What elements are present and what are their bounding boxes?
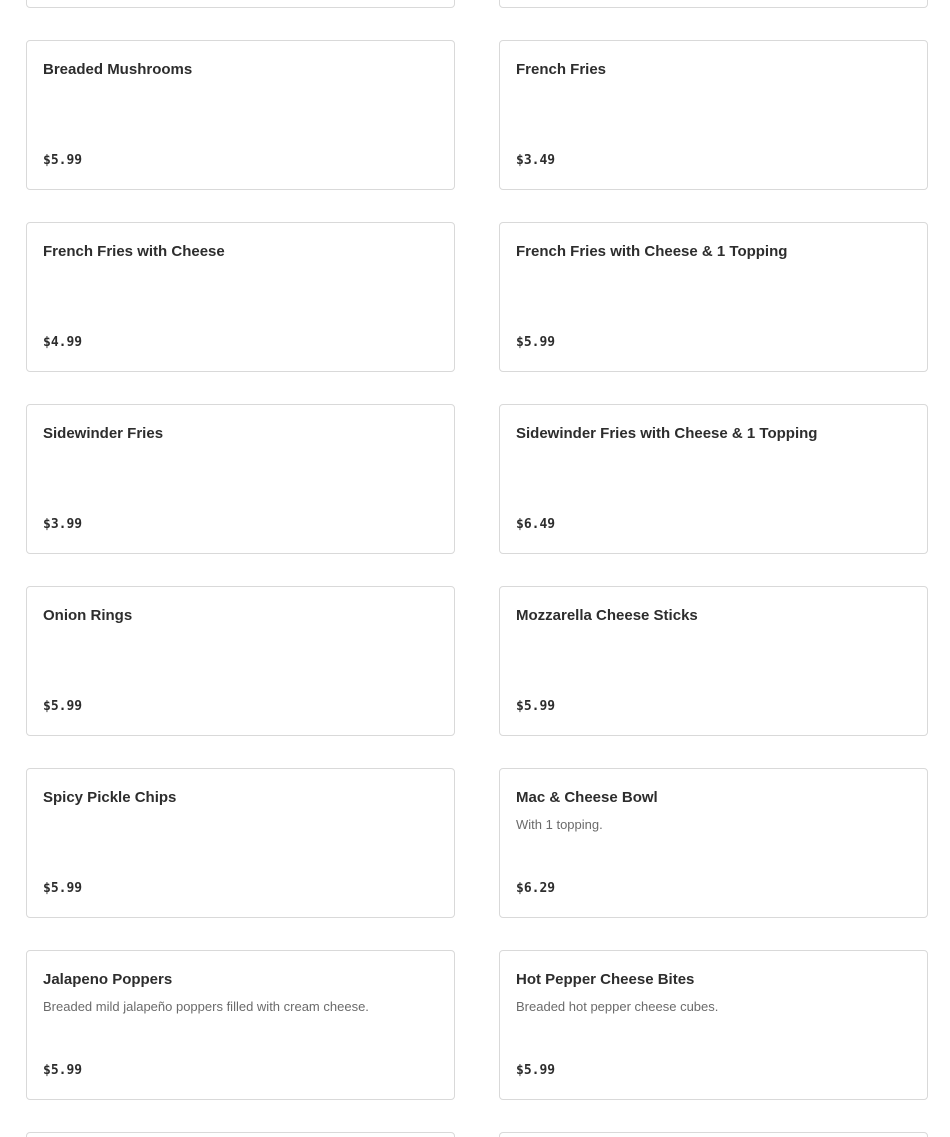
menu-item-price: $5.99 [43,1063,83,1078]
menu-item-card[interactable] [499,40,928,190]
menu-item-card-partial[interactable] [26,1132,455,1137]
menu-item-price: $3.49 [516,153,556,168]
menu-item-card[interactable] [26,950,455,1100]
menu-item-name: Hot Pepper Cheese Bites [516,971,695,988]
menu-item-price: $5.99 [516,699,556,714]
menu-item-card[interactable] [499,586,928,736]
menu-item-card[interactable] [26,40,455,190]
menu-item-card-partial[interactable] [499,1132,928,1137]
menu-item-name: Mozzarella Cheese Sticks [516,607,698,624]
menu-item-name: French Fries [516,61,607,78]
menu-item-price: $5.99 [516,335,556,350]
menu-item-card[interactable] [26,222,455,372]
menu-item-card[interactable] [26,586,455,736]
menu-item-price: $5.99 [516,1063,556,1078]
menu-item-card[interactable] [499,222,928,372]
menu-item-name: Breaded Mushrooms [43,61,193,78]
menu-item-description: Breaded mild jalapeño poppers filled with cream cheese. [43,999,369,1014]
menu-item-name: Jalapeno Poppers [43,971,173,988]
menu-item-card-partial[interactable] [499,0,928,8]
menu-item-price: $5.99 [43,881,83,896]
menu-item-card-partial[interactable] [26,0,455,8]
menu-item-name: French Fries with Cheese [43,243,225,260]
menu-item-name: Sidewinder Fries with Cheese & 1 Topping [516,425,818,442]
menu-item-card[interactable] [26,404,455,554]
menu-item-description: Breaded hot pepper cheese cubes. [516,999,719,1014]
menu-item-name: Mac & Cheese Bowl [516,789,658,806]
menu-item-name: Spicy Pickle Chips [43,789,177,806]
menu-item-card[interactable] [499,768,928,918]
menu-item-card[interactable] [499,404,928,554]
menu-item-description: With 1 topping. [516,817,603,832]
menu-item-price: $6.29 [516,881,556,896]
menu-item-card[interactable] [499,950,928,1100]
menu-item-name: Sidewinder Fries [43,425,164,442]
menu-item-price: $6.49 [516,517,556,532]
menu-item-name: Onion Rings [43,607,133,624]
menu-item-card[interactable] [26,768,455,918]
menu-item-price: $5.99 [43,699,83,714]
menu-item-price: $3.99 [43,517,83,532]
menu-item-price: $4.99 [43,335,83,350]
menu-item-price: $5.99 [43,153,83,168]
menu-item-name: French Fries with Cheese & 1 Topping [516,243,788,260]
